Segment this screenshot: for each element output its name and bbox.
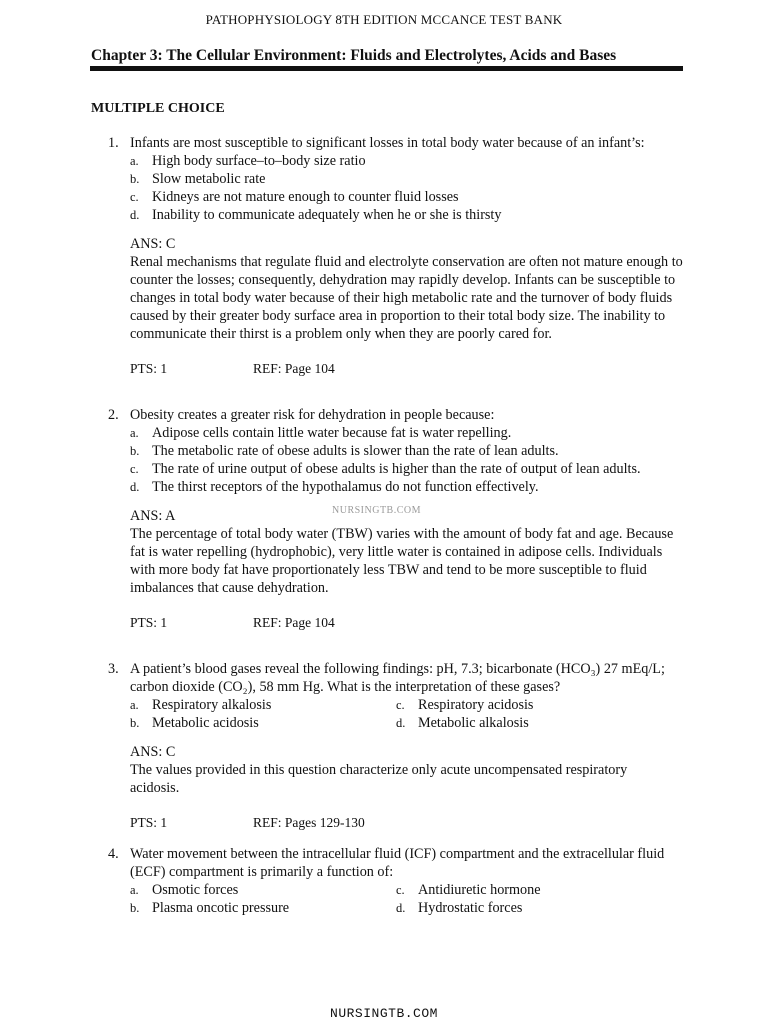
question-meta bbox=[130, 360, 688, 378]
option-text: The thirst receptors of the hypothalamus do not function effectively. bbox=[152, 479, 539, 495]
page-footer: NURSINGTB.COM bbox=[330, 1006, 438, 1021]
answer-block bbox=[130, 235, 688, 343]
option-letter: a. bbox=[130, 698, 139, 712]
option-text: Respiratory alkalosis bbox=[152, 697, 272, 713]
option-text: Metabolic acidosis bbox=[152, 715, 259, 731]
chapter-title: Chapter 3: The Cellular Environment: Fluids and Electrolytes, Acids and Bases bbox=[91, 47, 617, 64]
question-2 bbox=[108, 406, 688, 632]
option-text: Respiratory acidosis bbox=[418, 697, 534, 713]
option-text: Slow metabolic rate bbox=[152, 171, 266, 187]
answer-rationale: The percentage of total body water (TBW) varies with the amount of body fat and age. Because fat is water repelling (hydrophobic), very little water is contained in adipose cells. Individuals with more body fat have proportionately less TBW and tend to be more susceptible to fluid imbalances that cause dehydration. bbox=[130, 526, 674, 596]
points-label: PTS: 1 bbox=[130, 615, 168, 630]
question-meta bbox=[130, 814, 688, 832]
question-number: 2. bbox=[108, 407, 119, 423]
answer-key: ANS: C bbox=[130, 744, 176, 760]
option-letter: a. bbox=[130, 154, 139, 168]
option-text: Hydrostatic forces bbox=[418, 900, 523, 916]
question-number: 4. bbox=[108, 846, 119, 862]
answer-key: ANS: A bbox=[130, 508, 176, 524]
points-label: PTS: 1 bbox=[130, 361, 168, 376]
option-letter: c. bbox=[130, 190, 139, 204]
option-letter: c. bbox=[396, 698, 405, 712]
option-text: Plasma oncotic pressure bbox=[152, 900, 290, 916]
question-3 bbox=[108, 660, 688, 832]
option-letter: a. bbox=[130, 883, 139, 897]
question-1 bbox=[108, 134, 688, 378]
option-letter: d. bbox=[130, 480, 140, 494]
option-c bbox=[396, 881, 688, 899]
watermark: NURSINGTB.COM bbox=[332, 505, 422, 516]
option-text: Metabolic alkalosis bbox=[418, 715, 529, 731]
points-label: PTS: 1 bbox=[130, 815, 168, 830]
question-number: 3. bbox=[108, 661, 119, 677]
question-text: A patient’s blood gases reveal the following findings: pH, 7.3; bicarbonate (HCO₃) 27 mEq/L; carbon dioxide (CO₂), 58 mm Hg. What is the interpretation of these gases? bbox=[130, 661, 665, 695]
option-a bbox=[130, 424, 688, 442]
option-list bbox=[130, 152, 688, 224]
question-text: Infants are most susceptible to significant losses in total body water because of an infant’s: bbox=[130, 135, 645, 151]
question-text: Water movement between the intracellular fluid (ICF) compartment and the extracellular fluid (ECF) compartment is primarily a function of: bbox=[130, 846, 665, 880]
question-number: 1. bbox=[108, 135, 119, 151]
answer-rationale: The values provided in this question characterize only acute uncompensated respiratory acidosis. bbox=[130, 762, 628, 796]
option-letter: b. bbox=[130, 172, 140, 186]
option-text: The metabolic rate of obese adults is slower than the rate of lean adults. bbox=[152, 443, 559, 459]
option-text: Inability to communicate adequately when he or she is thirsty bbox=[152, 207, 502, 223]
option-text: The rate of urine output of obese adults is higher than the rate of output of lean adults. bbox=[152, 461, 641, 477]
option-a bbox=[130, 696, 396, 714]
question-4 bbox=[108, 845, 688, 917]
option-b bbox=[130, 714, 396, 732]
option-d bbox=[396, 714, 688, 732]
option-c bbox=[130, 188, 688, 206]
option-c bbox=[396, 696, 688, 714]
title-underline bbox=[90, 66, 683, 71]
option-d bbox=[396, 899, 688, 917]
option-a bbox=[130, 152, 688, 170]
option-letter: c. bbox=[130, 462, 139, 476]
option-letter: a. bbox=[130, 426, 139, 440]
option-text: High body surface–to–body size ratio bbox=[152, 153, 366, 169]
option-text: Adipose cells contain little water because fat is water repelling. bbox=[152, 425, 512, 441]
answer-block bbox=[130, 507, 688, 597]
option-b bbox=[130, 442, 688, 460]
answer-rationale: Renal mechanisms that regulate fluid and electrolyte conservation are often not mature enough to counter the losses; consequently, dehydration may rapidly develop. Infants can be susceptible to changes in total body water because of their high metabolic rate and the turnover of body fluids caused by their greater body surface area in proportion to their total body size. The inability to communicate their thirst is a problem only when they are poorly cared for. bbox=[130, 254, 683, 342]
option-text: Osmotic forces bbox=[152, 882, 239, 898]
running-header: PATHOPHYSIOLOGY 8TH EDITION MCCANCE TEST BANK bbox=[205, 12, 563, 27]
option-letter: c. bbox=[396, 883, 405, 897]
option-grid bbox=[130, 881, 688, 917]
option-list bbox=[130, 424, 688, 496]
question-stem bbox=[108, 660, 688, 696]
option-letter: d. bbox=[396, 901, 406, 915]
option-text: Kidneys are not mature enough to counter fluid losses bbox=[152, 189, 459, 205]
reference-label: REF: Page 104 bbox=[253, 361, 335, 376]
question-stem bbox=[108, 845, 688, 881]
option-letter: d. bbox=[396, 716, 406, 730]
option-text: Antidiuretic hormone bbox=[418, 882, 541, 898]
question-stem bbox=[108, 134, 688, 152]
option-d bbox=[130, 478, 688, 496]
question-meta bbox=[130, 614, 688, 632]
option-grid bbox=[130, 696, 688, 732]
option-d bbox=[130, 206, 688, 224]
option-letter: b. bbox=[130, 901, 140, 915]
option-c bbox=[130, 460, 688, 478]
option-letter: d. bbox=[130, 208, 140, 222]
section-heading: MULTIPLE CHOICE bbox=[91, 101, 225, 116]
option-letter: b. bbox=[130, 716, 140, 730]
answer-block bbox=[130, 743, 688, 797]
answer-key: ANS: C bbox=[130, 236, 176, 252]
option-letter: b. bbox=[130, 444, 140, 458]
reference-label: REF: Page 104 bbox=[253, 615, 335, 630]
option-b bbox=[130, 170, 688, 188]
option-b bbox=[130, 899, 396, 917]
question-text: Obesity creates a greater risk for dehydration in people because: bbox=[130, 407, 495, 423]
option-a bbox=[130, 881, 396, 899]
question-stem bbox=[108, 406, 688, 424]
reference-label: REF: Pages 129-130 bbox=[253, 815, 365, 830]
